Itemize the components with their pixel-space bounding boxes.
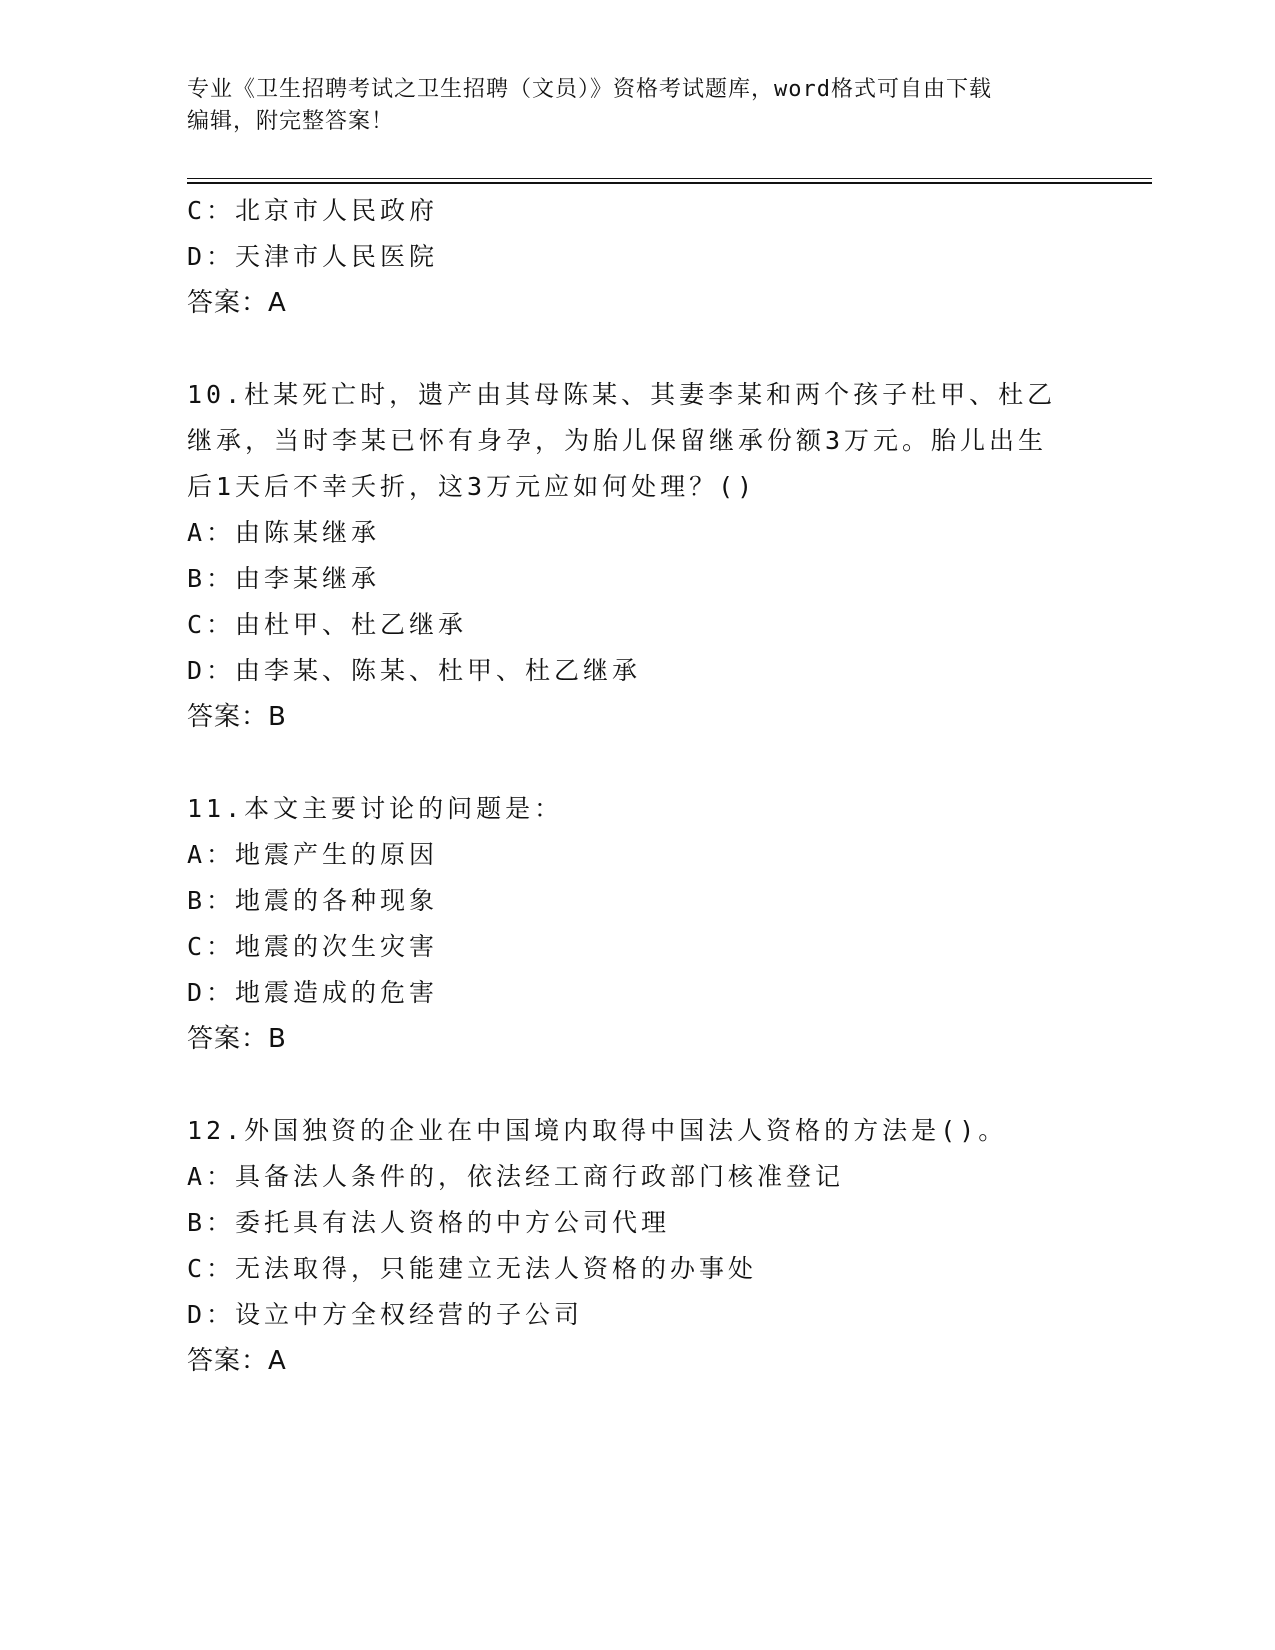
option-b: B：委托具有法人资格的中方公司代理 <box>187 1208 671 1237</box>
question-12 <box>187 1108 1087 1384</box>
question-9-continued <box>187 188 1087 326</box>
spacer <box>187 326 1087 372</box>
option-c: C：由杜甲、杜乙继承 <box>187 610 468 639</box>
header-line-1: 专业《卫生招聘考试之卫生招聘（文员）》资格考试题库，word格式可自由下载 <box>187 77 992 102</box>
answer-line: 答案：B <box>187 702 287 732</box>
option-d: D：地震造成的危害 <box>187 978 439 1007</box>
question-text: 11.本文主要讨论的问题是： <box>187 794 564 823</box>
option-b: B：由李某继承 <box>187 564 381 593</box>
document-header <box>187 74 1087 138</box>
question-text: 12.外国独资的企业在中国境内取得中国法人资格的方法是()。 <box>187 1116 1008 1145</box>
answer-line: 答案：B <box>187 1024 287 1054</box>
option-d: D：天津市人民医院 <box>187 242 439 271</box>
header-divider-thick <box>187 182 1152 184</box>
answer-line: 答案：A <box>187 1346 287 1376</box>
option-a: A：由陈某继承 <box>187 518 381 547</box>
option-b: B：地震的各种现象 <box>187 886 439 915</box>
question-text: 10.杜某死亡时，遗产由其母陈某、其妻李某和两个孩子杜甲、杜乙继承，当时李某已怀有身孕，为胎儿保留继承份额3万元。胎儿出生后1天后不幸夭折，这3万元应如何处理？() <box>187 380 1057 501</box>
option-d: D：由李某、陈某、杜甲、杜乙继承 <box>187 656 642 685</box>
spacer <box>187 1062 1087 1108</box>
option-a: A：具备法人条件的，依法经工商行政部门核准登记 <box>187 1162 845 1191</box>
question-list <box>187 188 1087 1384</box>
option-d: D：设立中方全权经营的子公司 <box>187 1300 584 1329</box>
option-c: C：无法取得，只能建立无法人资格的办事处 <box>187 1254 758 1283</box>
option-a: A：地震产生的原因 <box>187 840 439 869</box>
header-line-2: 编辑，附完整答案！ <box>187 109 395 134</box>
question-11 <box>187 786 1087 1062</box>
option-c: C：北京市人民政府 <box>187 196 439 225</box>
option-c: C：地震的次生灾害 <box>187 932 439 961</box>
answer-line: 答案：A <box>187 288 287 318</box>
header-divider-thin <box>187 178 1152 179</box>
question-10 <box>187 372 1087 740</box>
spacer <box>187 740 1087 786</box>
